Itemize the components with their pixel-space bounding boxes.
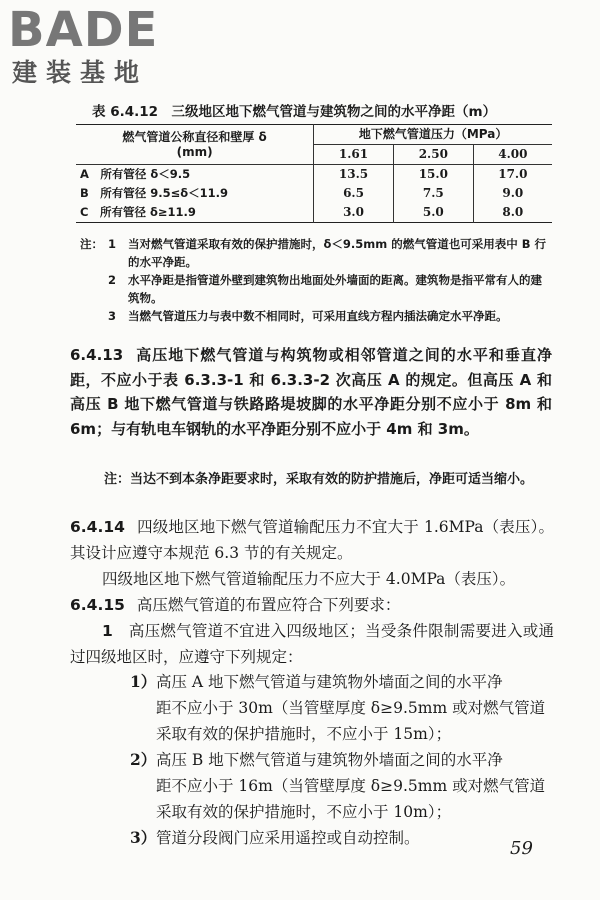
logo-subtitle: 建装基地: [12, 58, 149, 87]
clause-number: 6.4.15: [70, 596, 125, 614]
table-row: [76, 165, 552, 185]
note-item: [80, 307, 552, 325]
table-cell: 9.0: [502, 186, 524, 200]
table-title: 表 6.4.12 三级地区地下燃气管道与建筑物之间的水平净距（m）: [92, 104, 497, 120]
note-number: 2: [108, 273, 117, 287]
note-item: [80, 271, 552, 307]
note-number: 3: [108, 309, 117, 323]
note-prefix: 注：: [80, 237, 103, 251]
sub-item-number: 3）: [130, 828, 157, 847]
table-cell: 8.0: [502, 205, 524, 219]
sub-item-number: 2）: [130, 750, 157, 769]
clause-text: 高压燃气管道的布置应符合下列要求：: [136, 596, 401, 614]
sub-item: [130, 669, 554, 747]
clause-text: 高压地下燃气管道与构筑物或相邻管道之间的水平和垂直净距，不应小于表 6.3.3-1 和 6.3.3-2 次高压 A 的规定。但高压 A 和高压 B 地下燃气管道与铁路路堤坡脚的水平净距分别不应小于 8m 和 6m；与有轨电车钢轨的水平净距分别不应小于 4m 和 3m。: [70, 346, 552, 438]
clause-number: 6.4.14: [70, 518, 125, 536]
sub-item: [130, 825, 554, 851]
logo-wordmark: BADE: [8, 2, 159, 58]
table-notes: [80, 235, 552, 325]
clause-6-4-15-item-1: [70, 618, 554, 670]
row-label: A 所有管径 δ＜9.5: [76, 165, 314, 185]
sub-item-text: 高压 B 地下燃气管道与建筑物外墙面之间的水平净: [156, 751, 503, 769]
clause-number: 6.4.13: [70, 346, 124, 364]
clause-6-4-14-para2: 四级地区地下燃气管道输配压力不应大于 4.0MPa（表压）。: [102, 570, 516, 588]
table-cell: 7.5: [393, 184, 473, 203]
row-label: B 所有管径 9.5≤δ＜11.9: [76, 184, 314, 203]
clause-6-4-13-note: 注：当达不到本条净距要求时，采取有效的防护措施后，净距可适当缩小。: [104, 472, 534, 487]
sub-item-continuation: 距不应小于 30m（当管壁厚度 δ≥9.5mm 或对燃气管道采取有效的保护措施时，不应小于 15m）；: [156, 699, 546, 743]
sub-item-number: 1）: [130, 672, 157, 691]
table-cell: 6.5: [314, 184, 394, 203]
header-pressure: 地下燃气管道压力（MPa）: [314, 125, 552, 145]
item-number: 1: [102, 622, 113, 640]
clause-6-4-15: [70, 592, 554, 618]
note-text: 当燃气管道压力与表中数不相同时，可采用直线方程内插法确定水平净距。: [128, 309, 508, 323]
logo: [8, 4, 178, 90]
clause-6-4-13: [70, 343, 552, 441]
table-cell: 3.0: [314, 203, 394, 223]
item-text: 高压燃气管道不宜进入四级地区；当受条件限制需要进入或通过四级地区时，应遵守下列规定：: [70, 622, 554, 666]
note-text: 当对燃气管道采取有效的保护措施时，δ＜9.5mm 的燃气管道也可采用表中 B 行的水平净距。: [128, 237, 547, 269]
table-cell: 5.0: [393, 203, 473, 223]
table-cell: 17.0: [498, 167, 528, 181]
header-pressure-value: 2.50: [393, 145, 473, 165]
header-pressure-value: 4.00: [473, 145, 552, 165]
sub-item-continuation: 距不应小于 16m（当管壁厚度 δ≥9.5mm 或对燃气管道采取有效的保护措施时，不应小于 10m）；: [156, 777, 546, 821]
table-row: [76, 184, 552, 203]
header-pipe-spec-unit: (mm): [176, 144, 213, 159]
table-row: [76, 203, 552, 223]
note-text: 水平净距是指管道外壁到建筑物出地面处外墙面的距离。建筑物是指平常有人的建筑物。: [128, 273, 542, 305]
clause-text: 四级地区地下燃气管道输配压力不宜大于 1.6MPa（表压）。其设计应遵守本规范 6.3 节的有关规定。: [70, 518, 554, 562]
sub-item-text: 高压 A 地下燃气管道与建筑物外墙面之间的水平净: [156, 673, 503, 691]
page-number: 59: [510, 838, 533, 859]
note-item: [80, 235, 552, 271]
header-pipe-spec-line1: 燃气管道公称直径和壁厚 δ: [122, 129, 267, 144]
header-pressure-value: 1.61: [314, 145, 394, 165]
note-number: 1: [108, 237, 117, 251]
sub-item: [130, 747, 554, 825]
table-cell: 13.5: [314, 165, 394, 185]
clause-6-4-14: [70, 514, 554, 566]
clearance-table: [76, 124, 552, 223]
table-cell: 15.0: [393, 165, 473, 185]
header-pipe-spec: [76, 125, 314, 165]
row-label: C 所有管径 δ≥11.9: [76, 203, 314, 223]
sub-item-text: 管道分段阀门应采用遥控或自动控制。: [156, 829, 420, 847]
